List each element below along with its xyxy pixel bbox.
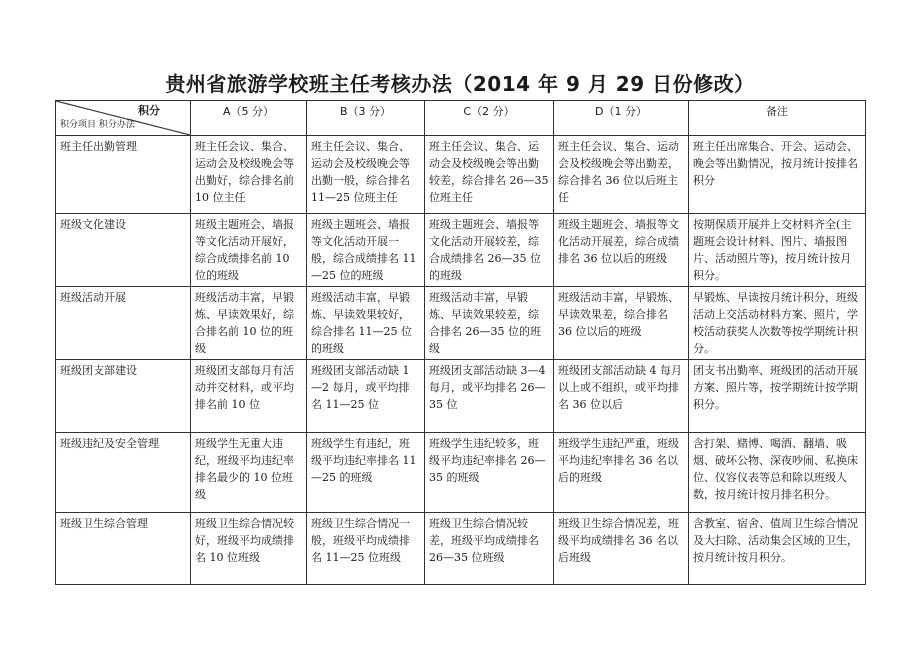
cell-note: 团支书出勤率、班级团的活动开展方案、照片等，按学期统计按学期积分。: [689, 360, 866, 433]
column-header-c: C（2 分）: [425, 101, 554, 136]
table-row: [56, 360, 866, 433]
cell-a: 班级学生无重大违纪，班级平均违纪率排名最少的 10 位班级: [191, 433, 307, 513]
cell-d: 班级卫生综合情况差，班级平均成绩排名 36 名以后班级: [554, 513, 689, 585]
cell-note: 按期保质开展并上交材料齐全(主题班会设计材料、图片、墙报图片、活动照片等)，按月统计按月积分。: [689, 214, 866, 287]
corner-header-cell: [56, 101, 191, 136]
column-header-d: D（1 分）: [554, 101, 689, 136]
cell-b: 班级团支部活动缺 1—2 每月，或平均排名 11—25 位: [307, 360, 425, 433]
cell-note: 含打架、赌博、喝酒、翻墙、吸烟、破坏公物、深夜吵闹、私换床位、仪容仪表等总和除以班级人数，按月统计按月排名积分。: [689, 433, 866, 513]
cell-d: 班级主题班会、墙报等文化活动开展差，综合成绩排名 36 位以后的班级: [554, 214, 689, 287]
page-title: 贵州省旅游学校班主任考核办法（2014 年 9 月 29 日份修改）: [165, 72, 755, 96]
table-row: [56, 513, 866, 585]
cell-c: 班级主题班会、墙报等文化活动开展较差，综合成绩排名 26—35 位的班级: [425, 214, 554, 287]
cell-d: 班级团支部活动缺 4 每月以上或不组织，或平均排名 36 位以后: [554, 360, 689, 433]
cell-c: 班级学生违纪较多，班级平均违纪率排名 26—35 的班级: [425, 433, 554, 513]
table-header-row: [56, 101, 866, 136]
corner-score-label: 积分: [138, 104, 160, 117]
column-header-b: B（3 分）: [307, 101, 425, 136]
row-category: 班级团支部建设: [56, 360, 191, 433]
assessment-table: [55, 100, 866, 585]
cell-d: 班主任会议、集合、运动会及校级晚会等出勤差，综合排名 36 位以后班主任: [554, 136, 689, 214]
corner-item-label: 积分项目 积分办法: [60, 120, 135, 130]
cell-d: 班级活动丰富，早锻炼、早读效果差，综合排名 36 位以后的班级: [554, 287, 689, 360]
table-row: [56, 136, 866, 214]
cell-b: 班级学生有违纪，班级平均违纪率排名 11—25 的班级: [307, 433, 425, 513]
cell-note: 早锻炼、早读按月统计积分，班级活动上交活动材料方案、照片，学校活动获奖人次数等按学期统计积分。: [689, 287, 866, 360]
cell-c: 班级团支部活动缺 3—4 每月，或平均排名 26—35 位: [425, 360, 554, 433]
cell-c: 班级卫生综合情况较差，班级平均成绩排名 26—35 位班级: [425, 513, 554, 585]
table-row: [56, 287, 866, 360]
cell-b: 班级活动丰富，早锻炼、早读效果较好，综合排名 11—25 位的班级: [307, 287, 425, 360]
cell-b: 班级卫生综合情况一般，班级平均成绩排名 11—25 位班级: [307, 513, 425, 585]
row-category: 班主任出勤管理: [56, 136, 191, 214]
table-row: [56, 214, 866, 287]
row-category: 班级违纪及安全管理: [56, 433, 191, 513]
cell-a: 班级主题班会、墙报等文化活动开展好，综合成绩排名前 10 位的班级: [191, 214, 307, 287]
cell-d: 班级学生违纪严重，班级平均违纪率排名 36 名以后的班级: [554, 433, 689, 513]
table-row: [56, 433, 866, 513]
column-header-note: 备注: [689, 101, 866, 136]
row-category: 班级活动开展: [56, 287, 191, 360]
cell-note: 含教室、宿舍、值周卫生综合情况及大扫除、活动集会区域的卫生，按月统计按月积分。: [689, 513, 866, 585]
cell-a: 班级活动丰富，早锻炼、早读效果好，综合排名前 10 位的班级: [191, 287, 307, 360]
cell-a: 班级团支部每月有活动并交材料，或平均排名前 10 位: [191, 360, 307, 433]
row-category: 班级文化建设: [56, 214, 191, 287]
cell-note: 班主任出席集合、开会、运动会、晚会等出勤情况，按月统计按排名积分: [689, 136, 866, 214]
cell-c: 班主任会议、集合、运动会及校级晚会等出勤较差，综合排名 26—35 位班主任: [425, 136, 554, 214]
column-header-a: A（5 分）: [191, 101, 307, 136]
cell-c: 班级活动丰富，早锻炼、早读效果较差，综合排名 26—35 位的班级: [425, 287, 554, 360]
cell-b: 班主任会议、集合、运动会及校级晚会等出勤一般，综合排名 11—25 位班主任: [307, 136, 425, 214]
row-category: 班级卫生综合管理: [56, 513, 191, 585]
cell-a: 班级卫生综合情况较好，班级平均成绩排名 10 位班级: [191, 513, 307, 585]
cell-b: 班级主题班会、墙报等文化活动开展一般，综合成绩排名 11—25 位的班级: [307, 214, 425, 287]
cell-a: 班主任会议、集合、运动会及校级晚会等出勤好，综合排名前 10 位主任: [191, 136, 307, 214]
